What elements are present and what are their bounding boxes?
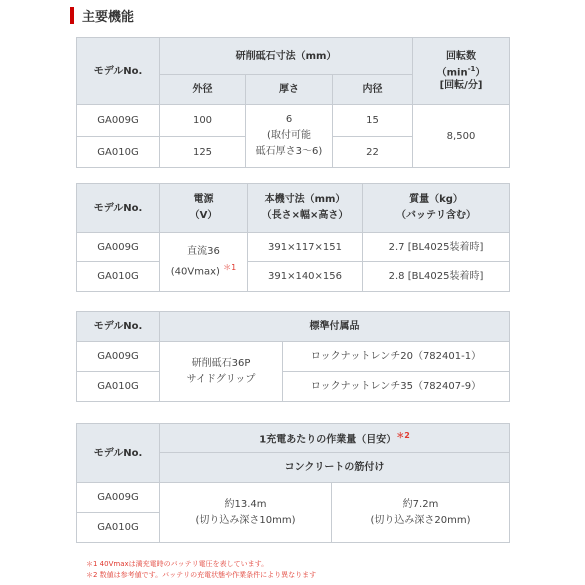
model-header: モデルNo. [77, 424, 160, 483]
model-header: モデルNo. [77, 184, 160, 233]
dimensions-cell: 391×117×151 [248, 233, 363, 262]
power-cell: 直流36 (40Vmax) $^{*1}$ [160, 233, 248, 292]
heading-accent-bar [70, 7, 74, 24]
inner-diameter-header: 内径 [333, 75, 413, 105]
footnote-mark-1: ＊1 [223, 262, 237, 272]
work-amount-10mm-cell: 約13.4m (切り込み深さ10mm) [160, 483, 332, 543]
section-heading [70, 5, 134, 25]
wrench-cell: ロックナットレンチ35（782407-9） [283, 372, 510, 402]
rpm-cell: 8,500 [413, 105, 510, 168]
table-row [77, 105, 510, 137]
accessories-header: 標準付属品 [160, 312, 510, 342]
table-row [77, 372, 510, 402]
table-row [77, 233, 510, 262]
model-cell: GA010G [77, 513, 160, 543]
model-cell: GA010G [77, 372, 160, 402]
common-accessories-cell: 研削砥石36P サイドグリップ [160, 342, 283, 402]
wrench-cell: ロックナットレンチ20（782401-1） [283, 342, 510, 372]
wheel-size-header: 研削砥石寸法（mm） [160, 38, 413, 75]
inner-diameter-cell: 15 [333, 105, 413, 137]
model-header: モデルNo. [77, 38, 160, 105]
table-row [77, 342, 510, 372]
footnote-1: ＊1 40Vmaxは満充電時のバッテリ電圧を表しています。 [86, 560, 269, 568]
model-cell: GA009G [77, 342, 160, 372]
rpm-header-jp: [回転/分] [439, 80, 483, 92]
thickness-cell: 6 (取付可能 砥石厚さ3～6) [246, 105, 333, 168]
rpm-header-unit: $(\min^{-1})$ [436, 64, 486, 79]
footnote-mark-2: ＊2 [396, 431, 410, 441]
mass-cell: 2.8 [BL4025装着時] [363, 262, 510, 292]
work-amount-table [76, 423, 510, 543]
power-header: 電源 （V） [160, 184, 248, 233]
outer-diameter-cell: 125 [160, 137, 246, 168]
mass-cell: 2.7 [BL4025装着時] [363, 233, 510, 262]
heading-title: 主要機能 [82, 9, 135, 25]
rpm-header [413, 38, 510, 105]
wheel-spec-table [76, 37, 510, 168]
accessories-table [76, 311, 510, 402]
model-cell: GA010G [77, 137, 160, 168]
dimensions-header: 本機寸法（mm） （長さ×幅×高さ） [248, 184, 363, 233]
outer-diameter-header: 外径 [160, 75, 246, 105]
table-row [77, 483, 510, 513]
dimensions-cell: 391×140×156 [248, 262, 363, 292]
model-cell: GA009G [77, 105, 160, 137]
task-header: コンクリートの筋付け [160, 453, 510, 483]
model-cell: GA009G [77, 483, 160, 513]
mass-header: 質量（kg） （バッテリ含む） [363, 184, 510, 233]
footnote-2: ＊2 数値は参考値です。バッテリの充電状態や作業条件により異なります [86, 571, 317, 579]
thickness-header: 厚さ [246, 75, 333, 105]
outer-diameter-cell: 100 [160, 105, 246, 137]
body-spec-table [76, 183, 510, 292]
inner-diameter-cell: 22 [333, 137, 413, 168]
model-header: モデルNo. [77, 312, 160, 342]
rpm-header-label: 回転数 [446, 50, 476, 62]
table-row [77, 262, 510, 292]
model-cell: GA009G [77, 233, 160, 262]
work-amount-20mm-cell: 約7.2m (切り込み深さ20mm) [332, 483, 510, 543]
model-cell: GA010G [77, 262, 160, 292]
work-amount-header: 1充電あたりの作業量（目安）$^{*2}$ [160, 424, 510, 453]
footnotes [86, 559, 506, 581]
